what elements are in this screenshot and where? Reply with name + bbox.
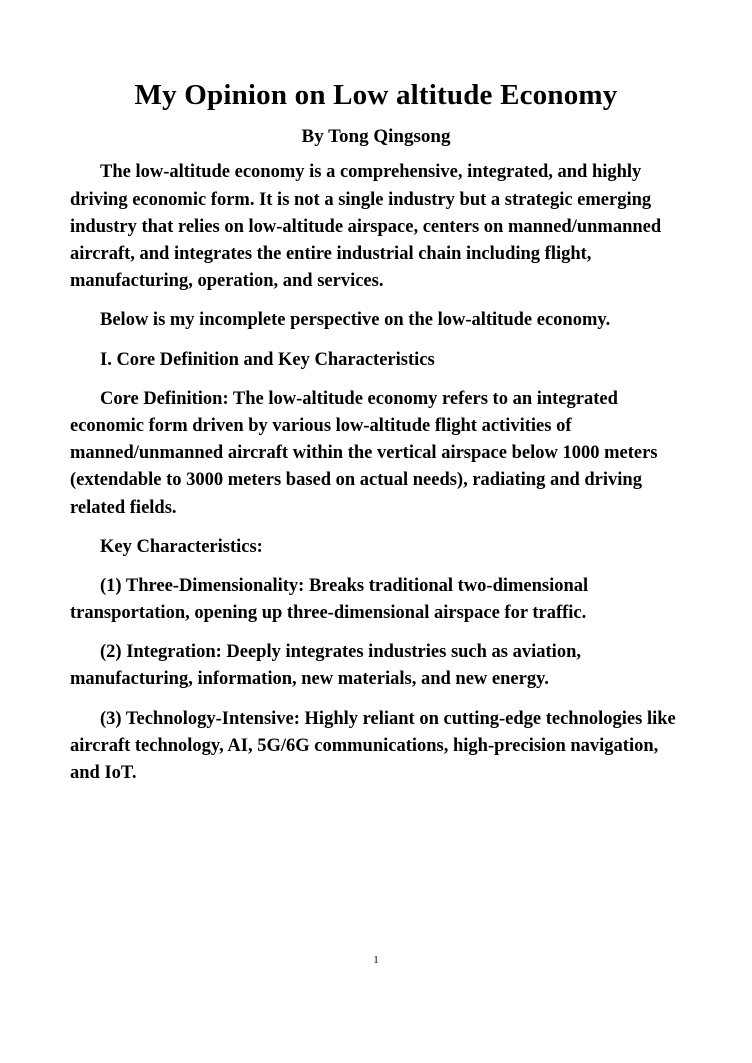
paragraph-key-characteristics-label: Key Characteristics:: [100, 536, 263, 557]
page-title: My Opinion on Low altitude Economy: [134, 79, 618, 111]
paragraph-characteristic-2: (2) Integration: Deeply integrates industries such as aviation, manufacturing, information, new materials, and new energy.: [70, 642, 581, 690]
paragraph-characteristic-1: (1) Three-Dimensionality: Breaks traditional two-dimensional transportation, opening up three-dimensional airspace for traffic.: [70, 575, 589, 624]
page-number: 1: [373, 954, 379, 966]
paragraph-characteristic-3: (3) Technology-Intensive: Highly reliant on cutting-edge technologies like aircraft technology, AI, 5G/6G communications, high-precision navigation, and IoT.: [70, 708, 676, 784]
paragraph-intro: The low-altitude economy is a comprehensive, integrated, and highly driving economic form. It is not a single industry but a strategic emerging industry that relies on low-altitude airspace, centers on manned/unmanned aircraft, and integrates the entire industrial chain including flight, manufacturing, operation, and services.: [70, 162, 662, 292]
section-heading-core-definition: I. Core Definition and Key Characteristics: [100, 349, 435, 370]
author-byline: By Tong Qingsong: [301, 125, 451, 147]
paragraph-core-definition: Core Definition: The low-altitude economy refers to an integrated economic form driven by various low-altitude flight activities of manned/unmanned aircraft within the vertical airspace below 1000 meters (extendable to 3000 meters based on actual needs), radiating and driving related fields.: [70, 388, 658, 518]
paragraph-perspective: Below is my incomplete perspective on the low-altitude economy.: [100, 310, 611, 331]
